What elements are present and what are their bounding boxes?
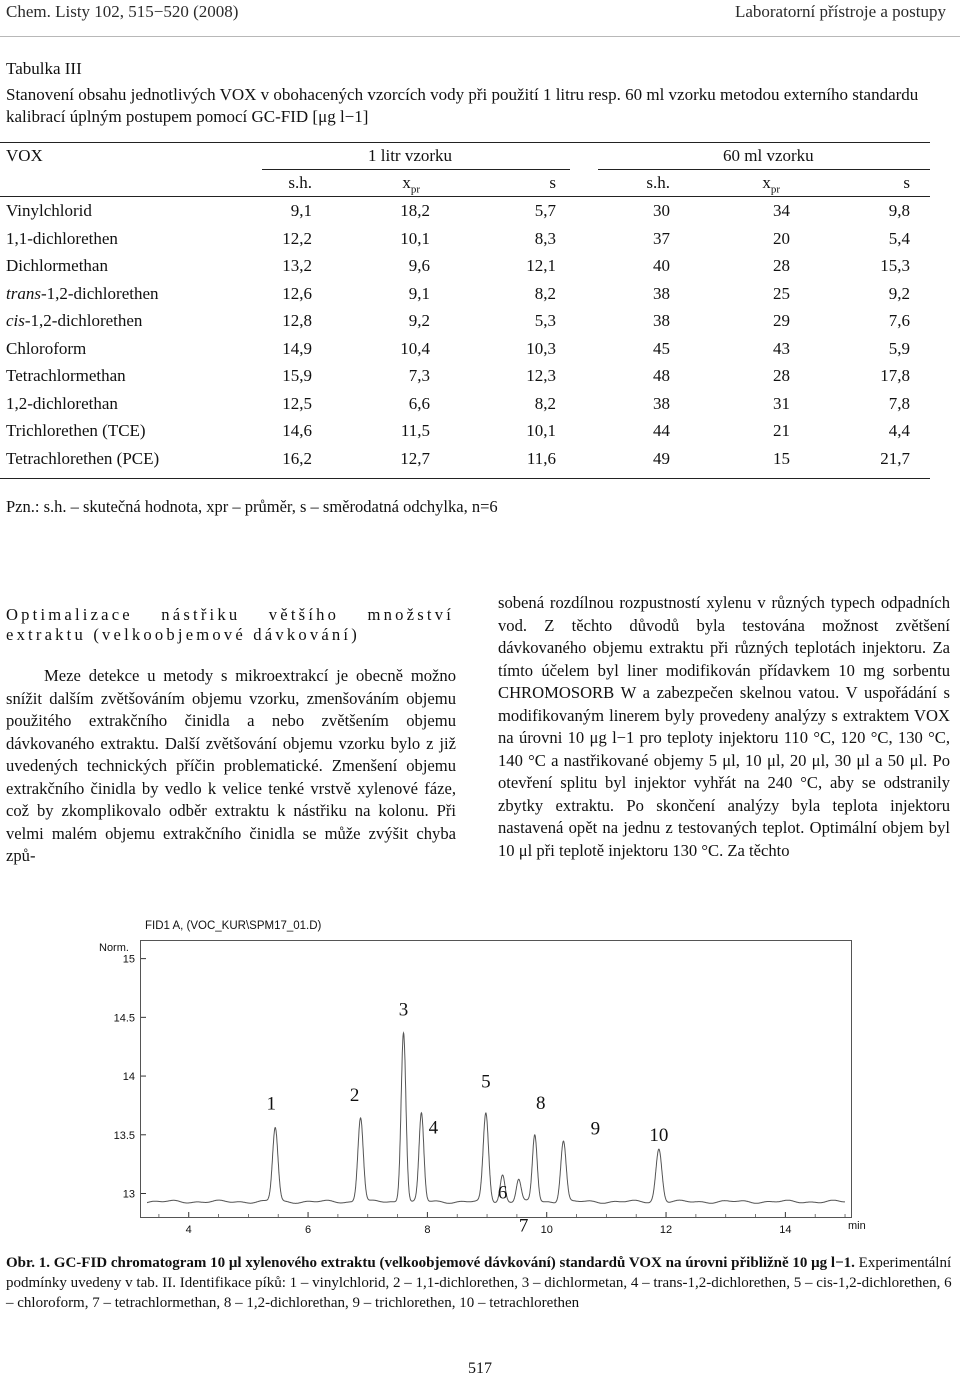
table-cell: 10,4 [400, 338, 430, 358]
table-cell: 9,1 [408, 283, 430, 303]
table-cell: 14,9 [282, 338, 312, 358]
x-tick-label: 6 [304, 1224, 312, 1236]
y-tick-label: 14.5 [113, 1012, 135, 1025]
journal-reference: Chem. Listy 102, 515−520 (2008) [6, 2, 239, 21]
table-cell: 15,9 [282, 366, 312, 385]
peak-label: 1 [266, 1093, 276, 1115]
table-cell: 40 [653, 256, 670, 275]
table-bottom-rule [0, 478, 930, 479]
table-cell: 12,2 [282, 228, 312, 248]
x-tick-label: 14 [779, 1224, 792, 1236]
table-cell: 25 [773, 283, 790, 303]
row-compound-name: Trichlorethen (TCE) [6, 421, 146, 440]
signal-trace [147, 1033, 845, 1204]
table-cell: 12,3 [526, 366, 556, 385]
table-cell: 8,3 [534, 228, 556, 248]
table-cell: 17,8 [880, 366, 910, 385]
peak-label: 9 [590, 1118, 601, 1140]
figure-caption-rest: Experimentální podmínky uvedeny v tab. II. Identifikace píků: 1 – vinylchlorid, 2 – 1,1-dichlorethen, 3 – dichlormetan, 4 – trans-1,2-dichlorethen, 5 – cis-1,2-dichlorethen, 6 – chloroform, 7 – tetrachlormethan, 8 – 1,2-dichlorethan, 9 – trichlorethen, 10 – tetrachlorethen [6, 1255, 952, 1311]
peak-label: 10 [649, 1124, 669, 1146]
table-cell: 8,2 [534, 393, 556, 413]
table-cell: 38 [653, 311, 670, 330]
table-cell: 5,9 [888, 338, 910, 358]
left-column-text: Meze detekce u metody s mikroextrakcí je obecně možno snížit dalším zvětšováním objemu vzorku, zmenšováním objemu použitého extrakčního činidla a nebo zvětšením objemu dávkovaného extraktu. Další zvětšování objemu vzorku bylo z již uvedených technických příčin problematické. Zmenšení objemu extrakčního činidla by vedlo k velice tenké vrstvě xylenové fáze, což by zkomplikovalo odběr extraktu k nástřiku na kolonu. Při velmi malém objemu extrakčního činidla se může zvýšit chyba způ- [6, 666, 456, 865]
table-cell: 10,3 [526, 338, 556, 358]
table-cell: 7,8 [888, 393, 910, 413]
section-heading: Optimalizace nástřiku většího množství extraktu (velkoobjemové dávkování) [6, 605, 454, 644]
table-cell: 34 [773, 201, 790, 220]
table-cell: 11,6 [526, 448, 556, 468]
y-tick-label: 14 [122, 1071, 135, 1084]
group-rule-1l [262, 169, 570, 170]
table-cell: 7,3 [408, 366, 430, 385]
table-cell: 30 [653, 201, 670, 220]
table-cell: 7,6 [888, 311, 910, 330]
table-cell: 43 [773, 338, 790, 358]
table-cell: 28 [773, 366, 790, 385]
peak-label: 3 [398, 999, 409, 1021]
peak-label: 6 [497, 1182, 508, 1204]
section-title: Laboratorní přístroje a postupy [734, 2, 946, 21]
table-cell: 12,5 [282, 393, 312, 413]
table-label: Tabulka III [6, 59, 82, 78]
table-cell: 12,1 [526, 256, 556, 275]
table-cell: 45 [653, 338, 670, 358]
table-cell: 49 [653, 448, 670, 468]
group-header-60ml: 60 ml vzorku [723, 146, 814, 165]
row-compound-name: 1,1-dichlorethen [6, 228, 118, 248]
peak-label: 5 [481, 1071, 491, 1093]
y-tick-label: 15 [122, 953, 135, 966]
table-note-text: Pzn.: s.h. – skutečná hodnota, xpr – průměr, s – směrodatná odchylka, n=6 [6, 497, 498, 516]
table-cell: 44 [653, 421, 670, 440]
table-cell: 9,1 [290, 201, 312, 220]
table-cell: 9,2 [888, 283, 910, 303]
row-compound-name: Tetrachlormethan [6, 366, 126, 385]
peak-label: 7 [518, 1215, 529, 1237]
table-caption: Stanovení obsahu jednotlivých VOX v obohacených vzorcích vody při použití 1 litru resp. 60 ml vzorku metodou externího standardu kalibrací úplným postupem pomocí GC-FID [μg l−1] [6, 85, 919, 126]
group-header-1l: 1 litr vzorku [368, 146, 453, 165]
x-tick-label: 8 [424, 1224, 431, 1236]
subheader-cell: s [903, 173, 910, 192]
y-axis-label: Norm. [99, 942, 129, 954]
chromatogram-chart [0, 900, 960, 1240]
table-cell: 9,2 [408, 311, 430, 330]
subheader-cell: $x_{pr}$ [762, 173, 780, 196]
table-cell: 16,2 [282, 448, 312, 468]
peak-label: 8 [536, 1092, 546, 1114]
row-compound-name: Vinylchlorid [6, 201, 92, 220]
table-cell: 11,5 [400, 421, 430, 440]
figure-caption [6, 1253, 954, 1313]
x-tick-label: 12 [659, 1224, 673, 1236]
table-cell: 5,7 [534, 201, 556, 220]
table-cell: 9,8 [888, 201, 910, 220]
table-cell: 15 [773, 448, 790, 468]
table-cell: 6,6 [408, 393, 430, 413]
y-tick-label: 13 [122, 1188, 135, 1201]
table-header-rule [0, 196, 930, 197]
x-tick-label: 10 [540, 1224, 553, 1236]
y-tick-label: 13.5 [113, 1129, 135, 1142]
peak-label: 2 [349, 1085, 360, 1107]
table-cell: 10,1 [526, 421, 556, 440]
table-cell: 5,4 [888, 228, 910, 248]
x-axis-label: min [848, 1220, 866, 1232]
group-rule-60ml [598, 169, 930, 170]
table-cell: 12,7 [400, 448, 430, 468]
row-compound-name: Dichlormethan [6, 256, 108, 275]
page-number: 517 [468, 1360, 492, 1377]
subheader-cell: s [549, 173, 556, 192]
table-cell: 28 [773, 256, 790, 275]
header-divider [0, 36, 960, 37]
table-cell: 15,3 [880, 256, 910, 275]
table-cell: 38 [653, 393, 670, 413]
chart-title: FID1 A, (VOC_KUR\SPM17_01.D) [145, 920, 322, 932]
table-cell: 12,8 [282, 311, 312, 330]
table-cell: 5,3 [534, 311, 556, 330]
table-cell: 21,7 [880, 448, 910, 468]
table-cell: 20 [773, 228, 790, 248]
figure-caption-bold: Obr. 1. GC-FID chromatogram 10 μl xylenového extraktu (velkoobjemové dávkování) standardů VOX na úrovni přibližně 10 μg l−1. [6, 1255, 855, 1271]
row-compound-name: Tetrachlorethen (PCE) [6, 448, 160, 468]
table-cell: 14,6 [282, 421, 312, 440]
subheader-cell: s.h. [646, 173, 670, 192]
peak-label: 4 [428, 1117, 439, 1139]
right-column-text: sobená rozdílnou rozpustností xylenu v různých typech odpadních vod. Z těchto důvodů byla testována možnost zvětšení dávkovaného objemu extraktu při různých teplotách injektoru. Za tímto účelem byl liner modifikován přídavkem 10 mg sorbentu CHROMOSORB W a zabezpečen skelnou vatou. V uspořádání s modifikovaným linerem byly provedeny analýzy s extraktem VOX na úrovni 10 μg l−1 pro teploty injektoru 110 °C, 120 °C, 130 °C, 140 °C a nastřikované objemy 5 μl, 10 μl, 20 μl, 30 μl a 50 μl. Po otevření splitu byl injektor vyhřát na 240 °C, aby se odstranily zbytky extraktu. Po skončení analýzy byla teplota injektoru nastavená opět na jednu z testovaných teplot. Optimální objem byl 10 μl při teplotě injektoru 130 °C. Za těchto [498, 593, 950, 860]
table-cell: 29 [773, 311, 790, 330]
col-vox-header: VOX [6, 146, 43, 165]
table-cell: 18,2 [400, 201, 430, 220]
table-cell: 37 [653, 228, 670, 248]
table-cell: 4,4 [888, 421, 910, 440]
table-cell: 8,2 [534, 283, 556, 303]
table-note [6, 497, 498, 517]
table-cell: 13,2 [282, 256, 312, 275]
row-compound-name: 1,2-dichlorethan [6, 393, 118, 413]
table-cell: 31 [773, 393, 790, 413]
table-cell: 9,6 [408, 256, 430, 275]
table-cell: 21 [773, 421, 790, 440]
subheader-cell: s.h. [288, 173, 312, 192]
x-tick-label: 4 [185, 1224, 192, 1236]
row-compound-name: cis-1,2-dichlorethen [6, 311, 143, 330]
row-compound-name: trans-1,2-dichlorethen [6, 283, 159, 303]
row-compound-name: Chloroform [6, 338, 87, 358]
table-cell: 12,6 [282, 283, 312, 303]
table-cell: 10,1 [400, 228, 430, 248]
subheader-cell: $x_{pr}$ [402, 173, 420, 196]
table-top-rule [0, 142, 930, 143]
table-cell: 48 [653, 366, 670, 385]
table-cell: 38 [653, 283, 670, 303]
